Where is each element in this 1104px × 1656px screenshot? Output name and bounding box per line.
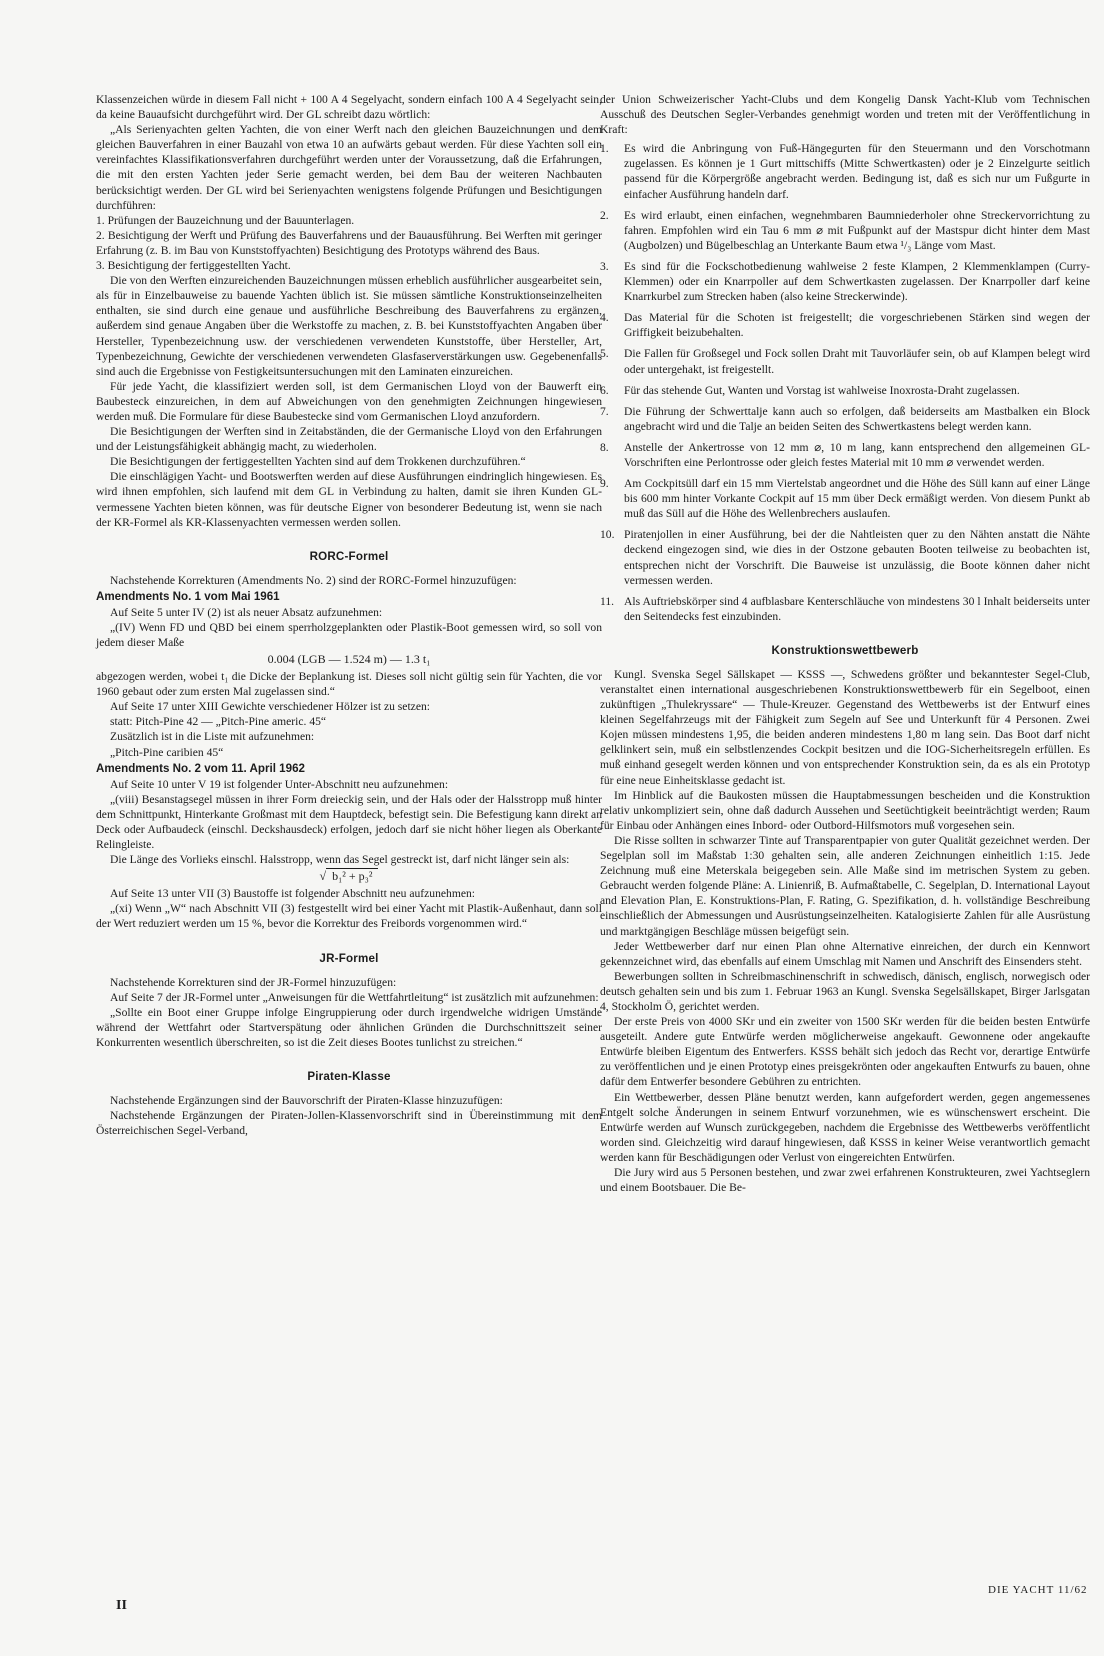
formula-planking: 0.004 (LGB — 1.524 m) — 1.3 t₁ — [267, 652, 431, 667]
piraten-heading: Piraten-Klasse — [307, 1069, 391, 1083]
amendment-2-title: Amendments No. 2 vom 11. April 1962 — [96, 761, 305, 775]
rorc-text: „(viii) Besanstagsegel müssen in ihrer Form dreieckig sein, und der Hals oder der Halsstropp muß hinter dem Schnittpunkt, Hinterkante Großmast mit dem Hauptdeck, befestigt sein. Die Befestigung kann direkt an Deck oder Aufbaudeck (einschl. Deckshausdeck) erfolgen, jedoch darf sie nicht höher liegen als Oberkante Relingleiste. — [96, 792, 602, 852]
piraten-rules-list — [600, 141, 1090, 624]
rule-item — [600, 476, 1090, 521]
rule-number: 11. — [600, 594, 615, 608]
body-paragraph: Für jede Yacht, die klassifiziert werden soll, ist dem Germanischen Lloyd von der Bauwerft ein Baubesteck einzureichen, in dem auf Abweichungen von den genehmigten Zeichnungen hingewiesen werden muß. Die Formulare für diese Baubestecke sind vom Germanischen Lloyd anzufordern. — [96, 379, 602, 423]
rorc-text: Die Länge des Vorlieks einschl. Halsstropp, wenn das Segel gestreckt ist, darf nicht länger sein als: — [110, 853, 570, 867]
gl-quote-paragraph: „Als Serienyachten gelten Yachten, die von einer Werft nach den gleichen Bauzeichnungen und dem gleichen Bauverfahren in einer Bauzahl von etwa 10 an aufwärts gebaut werden. Für diese Yachten soll ein vereinfachtes Klassifikationsverfahren durchgeführt werden unter der Voraussetzung, daß die Erfahrungen, die mit den ersten Yachten jeder Serie gemacht werden, bei dem Bau der weiteren Nachbauten berücksichtigt werden. Der GL wird bei Serienyachten wenigstens folgende Prüfungen und Besichtigungen durchführen: — [96, 123, 602, 212]
kw-paragraph: Der erste Preis von 4000 SKr und ein zweiter von 1500 SKr werden für die beiden besten Entwürfe ausgeteilt. Andere gute Entwürfe werden möglicherweise angekauft. Gewonnene oder angekaufte Entwürfe bleiben Eigentum des Entwerfers. KSSS behält sich jedoch das Recht vor, derartige Entwürfe zu veröffentlichen und je einen Prototyp eines preisgekrönten oder angekauften Entwurfs zu bauen, ohne dafür dem Entwerfer besondere Gebühren zu entrichten. — [600, 1015, 1090, 1089]
rule-text: Es wird erlaubt, einen einfachen, wegnehmbaren Baumniederholer ohne Streckervorrichtung zu fahren. Empfohlen wird ein Tau 6 mm ⌀ mit Fußpunkt auf der Mastspur dicht hinter dem Mast (Augbolzen) und Bügelbeschlag an Unterkante Baum etwa ¹/₃ Länge vom Mast. — [624, 208, 1090, 252]
rule-item — [600, 440, 1090, 470]
rorc-text: „(IV) Wenn FD und QBD bei einem sperrholzgeplankten oder Plastik-Boot gemessen wird, so soll von jedem dieser Maße — [96, 620, 602, 649]
kw-paragraph: Im Hinblick auf die Baukosten müssen die Hauptabmessungen bescheiden und die Konstruktion relativ unkompliziert sein, ohne daß dadurch Aussehen und Seetüchtigkeit beeinträchtigt werden; Raum für Einbau oder Anhängen eines Inbord- oder Outbord-Hilfsmotors muß vorgesehen sein. — [600, 788, 1090, 832]
body-paragraph: Die Besichtigungen der Werften sind in Zeitabständen, die der Germanische Lloyd von den Erfahrungen und der Leistungsfähigkeit abhängig macht, zu wiederholen. — [96, 425, 602, 454]
piraten-text: Nachstehende Ergänzungen sind der Bauvorschrift der Piraten-Klasse hinzuzufügen: — [110, 1093, 503, 1107]
jr-text: Nachstehende Korrekturen sind der JR-Formel hinzuzufügen: — [110, 975, 397, 989]
rule-number: 8. — [600, 440, 609, 454]
gl-check-item: 1. Prüfungen der Bauzeichnung und der Bauunterlagen. — [96, 213, 355, 227]
rule-text: Am Cockpitsüll darf ein 15 mm Viertelstab angeordnet und die Höhe des Süll kann auf einer Länge bis 600 mm hinter Vorkante Cockpit auf 15 mm über Deck ermäßigt werden. Von diesem Punkt ab muß das Süll auf die Höhe des Wellenbrechers auslaufen. — [624, 477, 1090, 521]
rule-text: Das Material für die Schoten ist freigestellt; die vorgeschriebenen Stärken sind wegen der Griffigkeit beizubehalten. — [624, 311, 1090, 340]
rule-item — [600, 404, 1090, 434]
rorc-text: Auf Seite 10 unter V 19 ist folgender Unter-Abschnitt neu aufzunehmen: — [110, 777, 449, 791]
rorc-text: „(xi) Wenn „W“ nach Abschnitt VII (3) festgestellt wird bei einer Yacht mit Plastik-Außenhaut, dann soll der Wert reduziert werden um 15 %, bevor die Korrektur des Freibords vorgenommen wird.“ — [96, 902, 602, 931]
kw-paragraph: Die Risse sollten in schwarzer Tinte auf Transparentpapier von guter Qualität gezeichnet werden. Der Segelplan soll im Maßstab 1:30 gehalten sein, alle anderen Zeichnungen einheitlich 1:15. Jede Zeichnung muß eine Meterskala beigegeben sein. Alle Maße sind im metrischen System zu geben. Gebraucht werden folgende Pläne: A. Linienriß, B. Aufmaßtabelle, C. Segelplan, D. International Layout and Elevation Plan, E. Konstruktions-Plan, F. Rating, G. Spezifikation, d. h. vollständige Beschreibung einschließlich der Abmessungen und Ausrüstungseinzelheiten. Katalogisierte Zahlen für alle Ausrüstung und marktgängigen Beschläge müssen beigefügt sein. — [600, 833, 1090, 938]
kw-paragraph: Ein Wettbewerber, dessen Pläne benutzt werden, kann aufgefordert werden, gegen angemessenes Entgelt solche Änderungen in seinem Entwurf vorzunehmen, wie es wünschenswert erscheint. Die Entwürfe werden auf Wunsch zurückgegeben, nachdem die Ergebnisse des Wettbewerbs veröffentlicht worden sind. Gleichzeitig wird darauf hingewiesen, daß KSSS in keiner Weise verantwortlich gemacht werden kann für Beschädigungen oder Verlust von eingereichten Entwürfen. — [600, 1090, 1090, 1164]
rule-item — [600, 259, 1090, 304]
jr-text: Auf Seite 7 der JR-Formel unter „Anweisungen für die Wettfahrtleitung“ ist zusätzlich mit aufzunehmen: — [110, 990, 599, 1004]
rorc-text: Auf Seite 17 unter XIII Gewichte verschiedener Hölzer ist zu setzen: — [110, 700, 430, 714]
kw-paragraph: Die Jury wird aus 5 Personen bestehen, und zwar zwei erfahrenen Konstrukteuren, zwei Yachtseglern und einem Bootsbauer. Die Be- — [600, 1166, 1090, 1195]
rule-item — [600, 310, 1090, 340]
rorc-text: abgezogen werden, wobei t₁ die Dicke der Beplankung ist. Dieses soll nicht gültig sein für Yachten, die vor 1960 gebaut oder zum ersten Mal zugelassen sind.“ — [96, 670, 602, 699]
gl-check-item: 3. Besichtigung der fertiggestellten Yacht. — [96, 259, 291, 273]
rule-text: Piratenjollen in einer Ausführung, bei der die Nahtleisten quer zu den Nähten anstatt die Nähte deckend eingezogen sind, wie dies in der Ostzone gebauten Booten teilweise zu beobachten ist, entsprechen nicht der Vorschrift. Die Bauweise ist unzulässig, die Boote können daher nicht vermessen werden. — [624, 528, 1090, 587]
rule-text: Als Auftriebskörper sind 4 aufblasbare Kenterschläuche von mindestens 30 l Inhalt beiderseits unter den Seitendecks fest einzubinden. — [624, 594, 1090, 623]
rule-number: 2. — [600, 208, 609, 222]
rule-text: Die Führung der Schwerttalje kann auch so erfolgen, daß beiderseits am Mastbalken ein Block angebracht wird und die Talje an beiden Seiten des Schwertkastens belegt werden kann. — [624, 404, 1090, 433]
formula-luff-radicand: b₁² + p₃² — [326, 868, 378, 883]
formula-luff: √ b₁² + p₃² — [96, 869, 602, 884]
rule-item — [600, 383, 1090, 398]
kw-paragraph: Jeder Wettbewerber darf nur einen Plan ohne Alternative einreichen, der durch ein Kennwort gekennzeichnet wird, das ebenfalls auf einem Umschlag mit Namen und Anschrift des Einsenders steht. — [600, 939, 1090, 968]
rule-text: Anstelle der Ankertrosse von 12 mm ⌀, 10 m lang, kann entsprechend den allgemeinen GL-Vorschriften eine Perlontrosse oder gleich festes Material mit 10 mm ⌀ verwendet werden. — [624, 440, 1090, 469]
rorc-text: Auf Seite 13 unter VII (3) Baustoffe ist folgender Abschnitt neu aufzunehmen: — [110, 887, 476, 901]
amendment-1-title: Amendments No. 1 vom Mai 1961 — [96, 589, 280, 603]
rule-item — [600, 141, 1090, 201]
gl-checks-list — [96, 213, 602, 273]
rule-number: 7. — [600, 404, 609, 418]
rule-number: 4. — [600, 311, 609, 325]
piraten-text: Nachstehende Ergänzungen der Piraten-Jollen-Klassenvorschrift sind in Übereinstimmung mit dem Österreichischen Segel-Verband, — [96, 1109, 602, 1138]
magazine-issue-label: DIE YACHT 11/62 — [988, 1584, 1088, 1596]
gl-check-item: 2. Besichtigung der Werft und Prüfung des Bauverfahrens und der Bauausführung. Bei Werften mit geringer Erfahrung (z. B. im Bau von Kunststoffyachten) Besichtigung des Prototyps während des Baus. — [96, 228, 602, 257]
page-number: II — [116, 1598, 127, 1613]
rorc-intro: Nachstehende Korrekturen (Amendments No. 2) sind der RORC-Formel hinzuzufügen: — [110, 573, 517, 587]
rorc-text: „Pitch-Pine caribien 45“ — [110, 745, 224, 759]
body-paragraph: Die einschlägigen Yacht- und Bootswerften werden auf diese Ausführungen eindringlich hingewiesen. Es wird ihnen empfohlen, sich laufend mit dem GL in Verbindung zu halten, damit sie ihren Kunden GL-vermessene Yachten bieten können, was für deutsche Eigner von besonderer Bedeutung ist, wenn sie nach der KR-Formel als KR-Klassenyachten vermessen werden sollen. — [96, 470, 602, 529]
kw-paragraph: Kungl. Svenska Segel Sällskapet — KSSS —, Schwedens größter und bekanntester Segel-Club, veranstaltet einen international ausgeschriebenen Konstruktionswettbewerb für ein Segelboot, einen zukünftigen „Thulekryssare“ — Thule-Kreuzer. Gegenstand des Wettbewerbs ist der Entwurf eines kleinen Segelfahrzeugs mit der Fähigkeit zum Segeln auf See und Unterkunft für 4 Personen. Zwei Kojen müssen mindestens 1,95, die beiden anderen mindestens 1,80 m lang sein. Das Boot darf nicht gelklinkert sein, muß ein selbstlenzendes Cockpit besitzen und die IOG-Sicherheitsregeln erfüllen. Es muß einhand gesegelt werden können und von entsprechender Konstruktion sein, da es als ein Prototyp für eine neue Einheitsklasse gedacht ist. — [600, 667, 1090, 787]
rule-text: Es wird die Anbringung von Fuß-Hängegurten für den Steuermann und den Vorschotmann zugelassen. Es können je 1 Gurt mittschiffs (Mitte Schwertkasten) oder je 2 Einzelgurte seitlich passend für die Körpergröße angebracht werden. Bedingung ist, daß es sich nur um Fußgurte in einfacher Ausführung handeln darf. — [624, 142, 1090, 201]
rule-number: 3. — [600, 259, 609, 273]
rorc-heading: RORC-Formel — [309, 549, 389, 563]
piraten-continuation: der Union Schweizerischer Yacht-Clubs und dem Kongelig Dansk Yacht-Klub vom Technischen Ausschuß des Deutschen Segler-Verbandes genehmigt worden und treten mit der Veröffentlichung in Kraft: — [600, 93, 1090, 137]
kw-paragraph: Bewerbungen sollten in Schreibmaschinenschrift in schwedisch, dänisch, englisch, norwegisch oder deutsch gehalten sein und bis zum 1. Februar 1963 an Kungl. Svenska Segelsällskapet, Birger Jarlsgatan 4, Stockholm Ö, gerichtet werden. — [600, 969, 1090, 1013]
left-column — [96, 92, 602, 1138]
rule-number: 6. — [600, 383, 609, 397]
rule-number: 5. — [600, 347, 609, 361]
rule-text: Die Fallen für Großsegel und Fock sollen Draht mit Tauvorläufer sein, ob auf Klampen belegt wird oder untergehakt, ist freigestellt. — [624, 347, 1090, 376]
right-column — [600, 92, 1090, 1195]
rule-number: 1. — [600, 142, 609, 156]
jr-text: „Sollte ein Boot einer Gruppe infolge Eingruppierung oder durch irgendwelche widrigen Umstände während der Wettfahrt oder Startverspätung oder ähnlichen Gründen die Durchschnittszeit seiner Konkurrenten wesentlich überschreiten, so ist die Zeit dieses Bootes tunlichst zu streichen.“ — [96, 1005, 602, 1049]
konstruktionswettbewerb-heading: Konstruktionswettbewerb — [771, 643, 919, 657]
rorc-text: Zusätzlich ist in die Liste mit aufzunehmen: — [110, 730, 315, 744]
intro-paragraph: Klassenzeichen würde in diesem Fall nicht + 100 A 4 Segelyacht, sondern einfach 100 A 4 Segelyacht sein, da keine Bauaufsicht durchgeführt wird. Der GL schreibt dazu wörtlich: — [96, 93, 602, 122]
rule-item — [600, 346, 1090, 376]
rule-text: Es sind für die Fockschotbedienung wahlweise 2 feste Klampen, 2 Klemmenklampen (Curry-Klemmen) oder ein Knarrpoller auf dem Schwertkasten zugelassen. Der Knarrpoller darf keine Knarrkurbel zum Strecken haben (also keine Streckerwinde). — [624, 259, 1090, 304]
rule-number: 9. — [600, 477, 609, 491]
rule-item — [600, 527, 1090, 587]
rule-item — [600, 594, 1090, 624]
rorc-text: statt: Pitch-Pine 42 — „Pitch-Pine americ. 45“ — [110, 715, 327, 729]
rule-text: Für das stehende Gut, Wanten und Vorstag ist wahlweise Inoxrosta-Draht zugelassen. — [624, 383, 1020, 397]
body-paragraph: Die Besichtigungen der fertiggestellten Yachten sind auf dem Trokkenen durchzuführen.“ — [110, 455, 526, 469]
rule-item — [600, 208, 1090, 253]
rule-number: 10. — [600, 528, 615, 542]
body-paragraph: Die von den Werften einzureichenden Bauzeichnungen müssen erheblich ausführlicher ausgearbeitet sein, als für in Einzelbauweise zu bauende Yachten üblich ist. Sie müssen sämtliche Konstruktionseinzelheiten enthalten, sie sind durch eine genaue und ausführliche Beschreibung des Bauverfahrens zu ergänzen, außerdem sind genaue Angaben über die Werkstoffe zu machen, z. B. bei Kunststoffyachten Angaben über Hersteller, Typenbezeichnung usw. der verschiedenen verwendeten Kunststoffe, über Hersteller, Art, Typenbezeichnung, Gewichte der verschiedenen verwendeten Glasfaserverstärkungen usw. Gegebenenfalls sind auch die Ergebnisse von Festigkeitsuntersuchungen mit den Laminaten einzureichen. — [96, 274, 602, 378]
rorc-text: Auf Seite 5 unter IV (2) ist als neuer Absatz aufzunehmen: — [110, 605, 383, 619]
jr-heading: JR-Formel — [319, 951, 379, 965]
